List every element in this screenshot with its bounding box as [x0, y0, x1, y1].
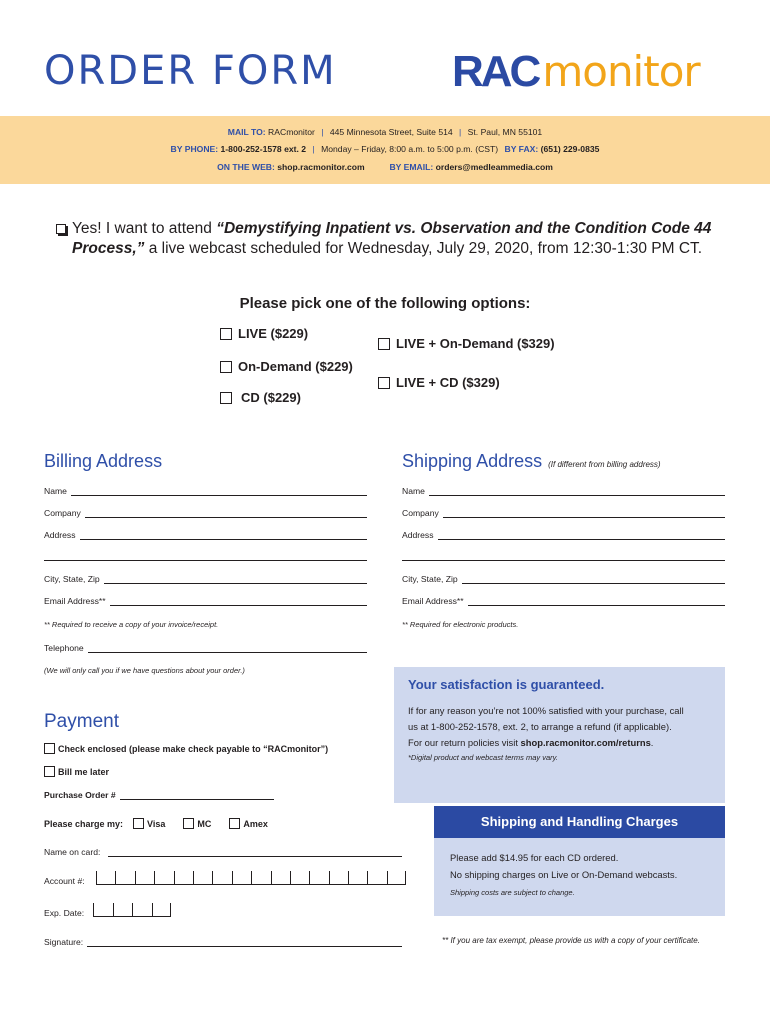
shipping-email-note: ** Required for electronic products.	[402, 620, 519, 629]
charge-card-row	[44, 818, 268, 829]
billing-company-field[interactable]	[44, 508, 367, 518]
fax-label: BY FAX:	[504, 144, 539, 154]
option-cd-checkbox[interactable]	[220, 392, 232, 404]
billing-name-input[interactable]	[71, 486, 367, 496]
account-digit[interactable]	[174, 871, 193, 885]
mail-name: RACmonitor	[268, 127, 315, 137]
billing-name-field[interactable]	[44, 486, 367, 496]
email-label: BY EMAIL:	[389, 162, 434, 172]
billing-telephone-input[interactable]	[88, 643, 367, 653]
option-ondemand-checkbox[interactable]	[220, 361, 232, 373]
racmonitor-logo	[452, 44, 700, 94]
shipping-company-label: Company	[402, 508, 439, 518]
webcast-title: “Demystifying Inpatient vs. Observation and the Condition Code 44	[216, 220, 712, 237]
visa-label: Visa	[147, 818, 166, 829]
option-live[interactable]	[220, 326, 308, 341]
web-url[interactable]: shop.racmonitor.com	[277, 162, 365, 172]
billing-email-label: Email Address**	[44, 596, 106, 606]
amex-label: Amex	[243, 818, 268, 829]
shipping-address-line-2[interactable]	[402, 560, 725, 561]
options-heading: Please pick one of the following options:	[239, 295, 531, 312]
account-digit[interactable]	[115, 871, 134, 885]
shipping-subheading: (If different from billing address)	[548, 460, 661, 469]
shipping-heading	[402, 451, 661, 472]
shipping-email-field[interactable]	[402, 596, 725, 606]
phone-number[interactable]: 1-800-252-1578 ext. 2	[220, 144, 307, 154]
name-on-card-field[interactable]	[44, 847, 402, 857]
fax-number: (651) 229-0835	[540, 144, 600, 154]
billing-telephone-label: Telephone	[44, 643, 84, 653]
account-digit[interactable]	[212, 871, 231, 885]
phone-label: BY PHONE:	[170, 144, 219, 154]
shipping-name-input[interactable]	[429, 486, 725, 496]
account-digit[interactable]	[387, 871, 406, 885]
exp-digit[interactable]	[152, 903, 172, 917]
attend-line-2	[72, 240, 702, 258]
option-cd[interactable]	[220, 390, 301, 405]
shipping-company-field[interactable]	[402, 508, 725, 518]
billing-city-label: City, State, Zip	[44, 574, 100, 584]
account-label: Account #:	[44, 876, 85, 886]
mail-label: MAIL TO:	[227, 127, 266, 137]
option-live-cd-label: LIVE + CD ($329)	[396, 375, 500, 390]
shipping-city-field[interactable]	[402, 574, 725, 584]
option-live-checkbox[interactable]	[220, 328, 232, 340]
billing-company-input[interactable]	[85, 508, 367, 518]
visa-checkbox[interactable]	[133, 818, 144, 829]
payment-check-label: Check enclosed (please make check payable to “RACmonitor”)	[58, 743, 329, 754]
shipping-address-label: Address	[402, 530, 434, 540]
option-live-cd[interactable]	[378, 375, 500, 390]
shipping-charges-panel	[434, 806, 725, 916]
billing-address-field[interactable]	[44, 530, 367, 540]
account-digit[interactable]	[193, 871, 212, 885]
exp-digit[interactable]	[132, 903, 152, 917]
web-line	[0, 162, 770, 172]
attend-prefix: Yes! I want to attend	[72, 220, 217, 237]
shipping-charges-line-1: Please add $14.95 for each CD ordered.	[450, 852, 619, 863]
contact-band	[0, 116, 770, 184]
payment-bill-later-checkbox[interactable]	[44, 766, 55, 777]
shipping-charges-heading: Shipping and Handling Charges	[434, 806, 725, 838]
purchase-order-label: Purchase Order #	[44, 790, 116, 800]
charge-label: Please charge my:	[44, 818, 124, 829]
exp-date-label: Exp. Date:	[44, 908, 85, 918]
logo-monitor-text: monitor	[542, 47, 700, 96]
billing-email-field[interactable]	[44, 596, 367, 606]
separator: |	[312, 144, 315, 154]
account-digit[interactable]	[96, 871, 115, 885]
payment-check-checkbox[interactable]	[44, 743, 55, 754]
signature-label: Signature:	[44, 937, 84, 947]
signature-input[interactable]	[87, 937, 402, 947]
shipping-email-label: Email Address**	[402, 596, 464, 606]
purchase-order-field[interactable]	[44, 790, 274, 800]
billing-heading: Billing Address	[44, 451, 163, 471]
payment-bill-later-label: Bill me later	[58, 766, 110, 777]
account-digit[interactable]	[135, 871, 154, 885]
shipping-email-input[interactable]	[468, 596, 725, 606]
account-digit[interactable]	[271, 871, 290, 885]
account-digit[interactable]	[232, 871, 251, 885]
satisfaction-line-3	[408, 735, 718, 751]
attend-checkbox[interactable]	[56, 224, 66, 234]
page-title: ORDER FORM	[44, 48, 337, 94]
billing-city-input[interactable]	[104, 574, 367, 584]
billing-telephone-note: (We will only call you if we have questions about your order.)	[44, 666, 245, 675]
billing-email-input[interactable]	[110, 596, 367, 606]
mail-line	[0, 127, 770, 137]
billing-city-field[interactable]	[44, 574, 367, 584]
payment-heading: Payment	[44, 711, 119, 732]
purchase-order-input[interactable]	[120, 790, 274, 800]
billing-address-line-2[interactable]	[44, 560, 367, 561]
mail-street: 445 Minnesota Street, Suite 514	[329, 127, 453, 137]
account-digit[interactable]	[251, 871, 270, 885]
billing-address-input[interactable]	[80, 530, 367, 540]
account-digit[interactable]	[290, 871, 309, 885]
shipping-name-label: Name	[402, 486, 425, 496]
separator: |	[321, 127, 324, 137]
shipping-company-input[interactable]	[443, 508, 725, 518]
satisfaction-title: Your satisfaction is guaranteed.	[408, 677, 605, 692]
satisfaction-note: *Digital product and webcast terms may vary.	[408, 753, 558, 762]
shipping-charges-line-2: No shipping charges on Live or On-Demand webcasts.	[450, 869, 678, 880]
exp-digit[interactable]	[113, 903, 133, 917]
signature-field[interactable]	[44, 937, 402, 947]
satisfaction-text	[408, 703, 718, 751]
email-address[interactable]: orders@medleammedia.com	[435, 162, 553, 172]
account-digit[interactable]	[309, 871, 328, 885]
option-live-label: LIVE ($229)	[238, 326, 309, 341]
logo-rac-text: RAC	[452, 47, 539, 96]
account-digit[interactable]	[154, 871, 173, 885]
exp-digit[interactable]	[93, 903, 113, 917]
phone-hours: Monday – Friday, 8:00 a.m. to 5:00 p.m. (CST)	[321, 144, 499, 154]
webcast-title-end: Process,”	[72, 240, 145, 257]
shipping-address-input[interactable]	[438, 530, 725, 540]
mc-label: MC	[197, 818, 212, 829]
shipping-city-input[interactable]	[462, 574, 725, 584]
account-digit[interactable]	[367, 871, 386, 885]
option-live-ondemand-checkbox[interactable]	[378, 338, 390, 350]
option-live-ondemand[interactable]	[378, 336, 555, 351]
name-on-card-label: Name on card:	[44, 847, 101, 857]
amex-checkbox[interactable]	[229, 818, 240, 829]
tax-exempt-note: ** If you are tax exempt, please provide us with a copy of your certificate.	[442, 936, 700, 945]
option-ondemand[interactable]	[220, 359, 353, 374]
shipping-city-label: City, State, Zip	[402, 574, 458, 584]
option-live-ondemand-label: LIVE + On-Demand ($329)	[396, 336, 555, 351]
name-on-card-input[interactable]	[108, 847, 402, 857]
satisfaction-line-3-suffix: .	[650, 737, 654, 748]
account-digit[interactable]	[329, 871, 348, 885]
shipping-charges-note: Shipping costs are subject to change.	[450, 888, 575, 897]
billing-name-label: Name	[44, 486, 67, 496]
billing-address-label: Address	[44, 530, 76, 540]
option-live-cd-checkbox[interactable]	[378, 377, 390, 389]
satisfaction-line-3-prefix: For our return policies visit	[408, 737, 521, 748]
shipping-heading-text: Shipping Address	[402, 451, 543, 471]
shipping-name-field[interactable]	[402, 486, 725, 496]
account-digit[interactable]	[348, 871, 367, 885]
satisfaction-line-1: If for any reason you’re not 100% satisfied with your purchase, call	[408, 705, 684, 716]
separator: |	[459, 127, 462, 137]
billing-company-label: Company	[44, 508, 81, 518]
account-number-boxes[interactable]	[96, 871, 406, 885]
mc-checkbox[interactable]	[183, 818, 194, 829]
attend-suffix: a live webcast scheduled for Wednesday, July 29, 2020, from 12:30-1:30 PM CT.	[144, 240, 703, 257]
option-cd-label: CD ($229)	[241, 390, 301, 405]
mail-city: St. Paul, MN 55101	[467, 127, 543, 137]
satisfaction-panel	[394, 667, 725, 803]
billing-telephone-field[interactable]	[44, 643, 367, 653]
web-label: ON THE WEB:	[217, 162, 275, 172]
exp-date-boxes[interactable]	[93, 903, 171, 917]
phone-line	[0, 144, 770, 154]
payment-bill-later-option[interactable]	[44, 766, 109, 777]
returns-link[interactable]: shop.racmonitor.com/returns	[520, 737, 651, 748]
shipping-address-field[interactable]	[402, 530, 725, 540]
payment-check-option[interactable]	[44, 743, 328, 754]
option-ondemand-label: On-Demand ($229)	[238, 359, 353, 374]
satisfaction-line-2: us at 1-800-252-1578, ext. 2, to arrange a refund (if applicable).	[408, 721, 672, 732]
billing-email-note: ** Required to receive a copy of your invoice/receipt.	[44, 620, 219, 629]
attend-line-1	[56, 220, 711, 238]
